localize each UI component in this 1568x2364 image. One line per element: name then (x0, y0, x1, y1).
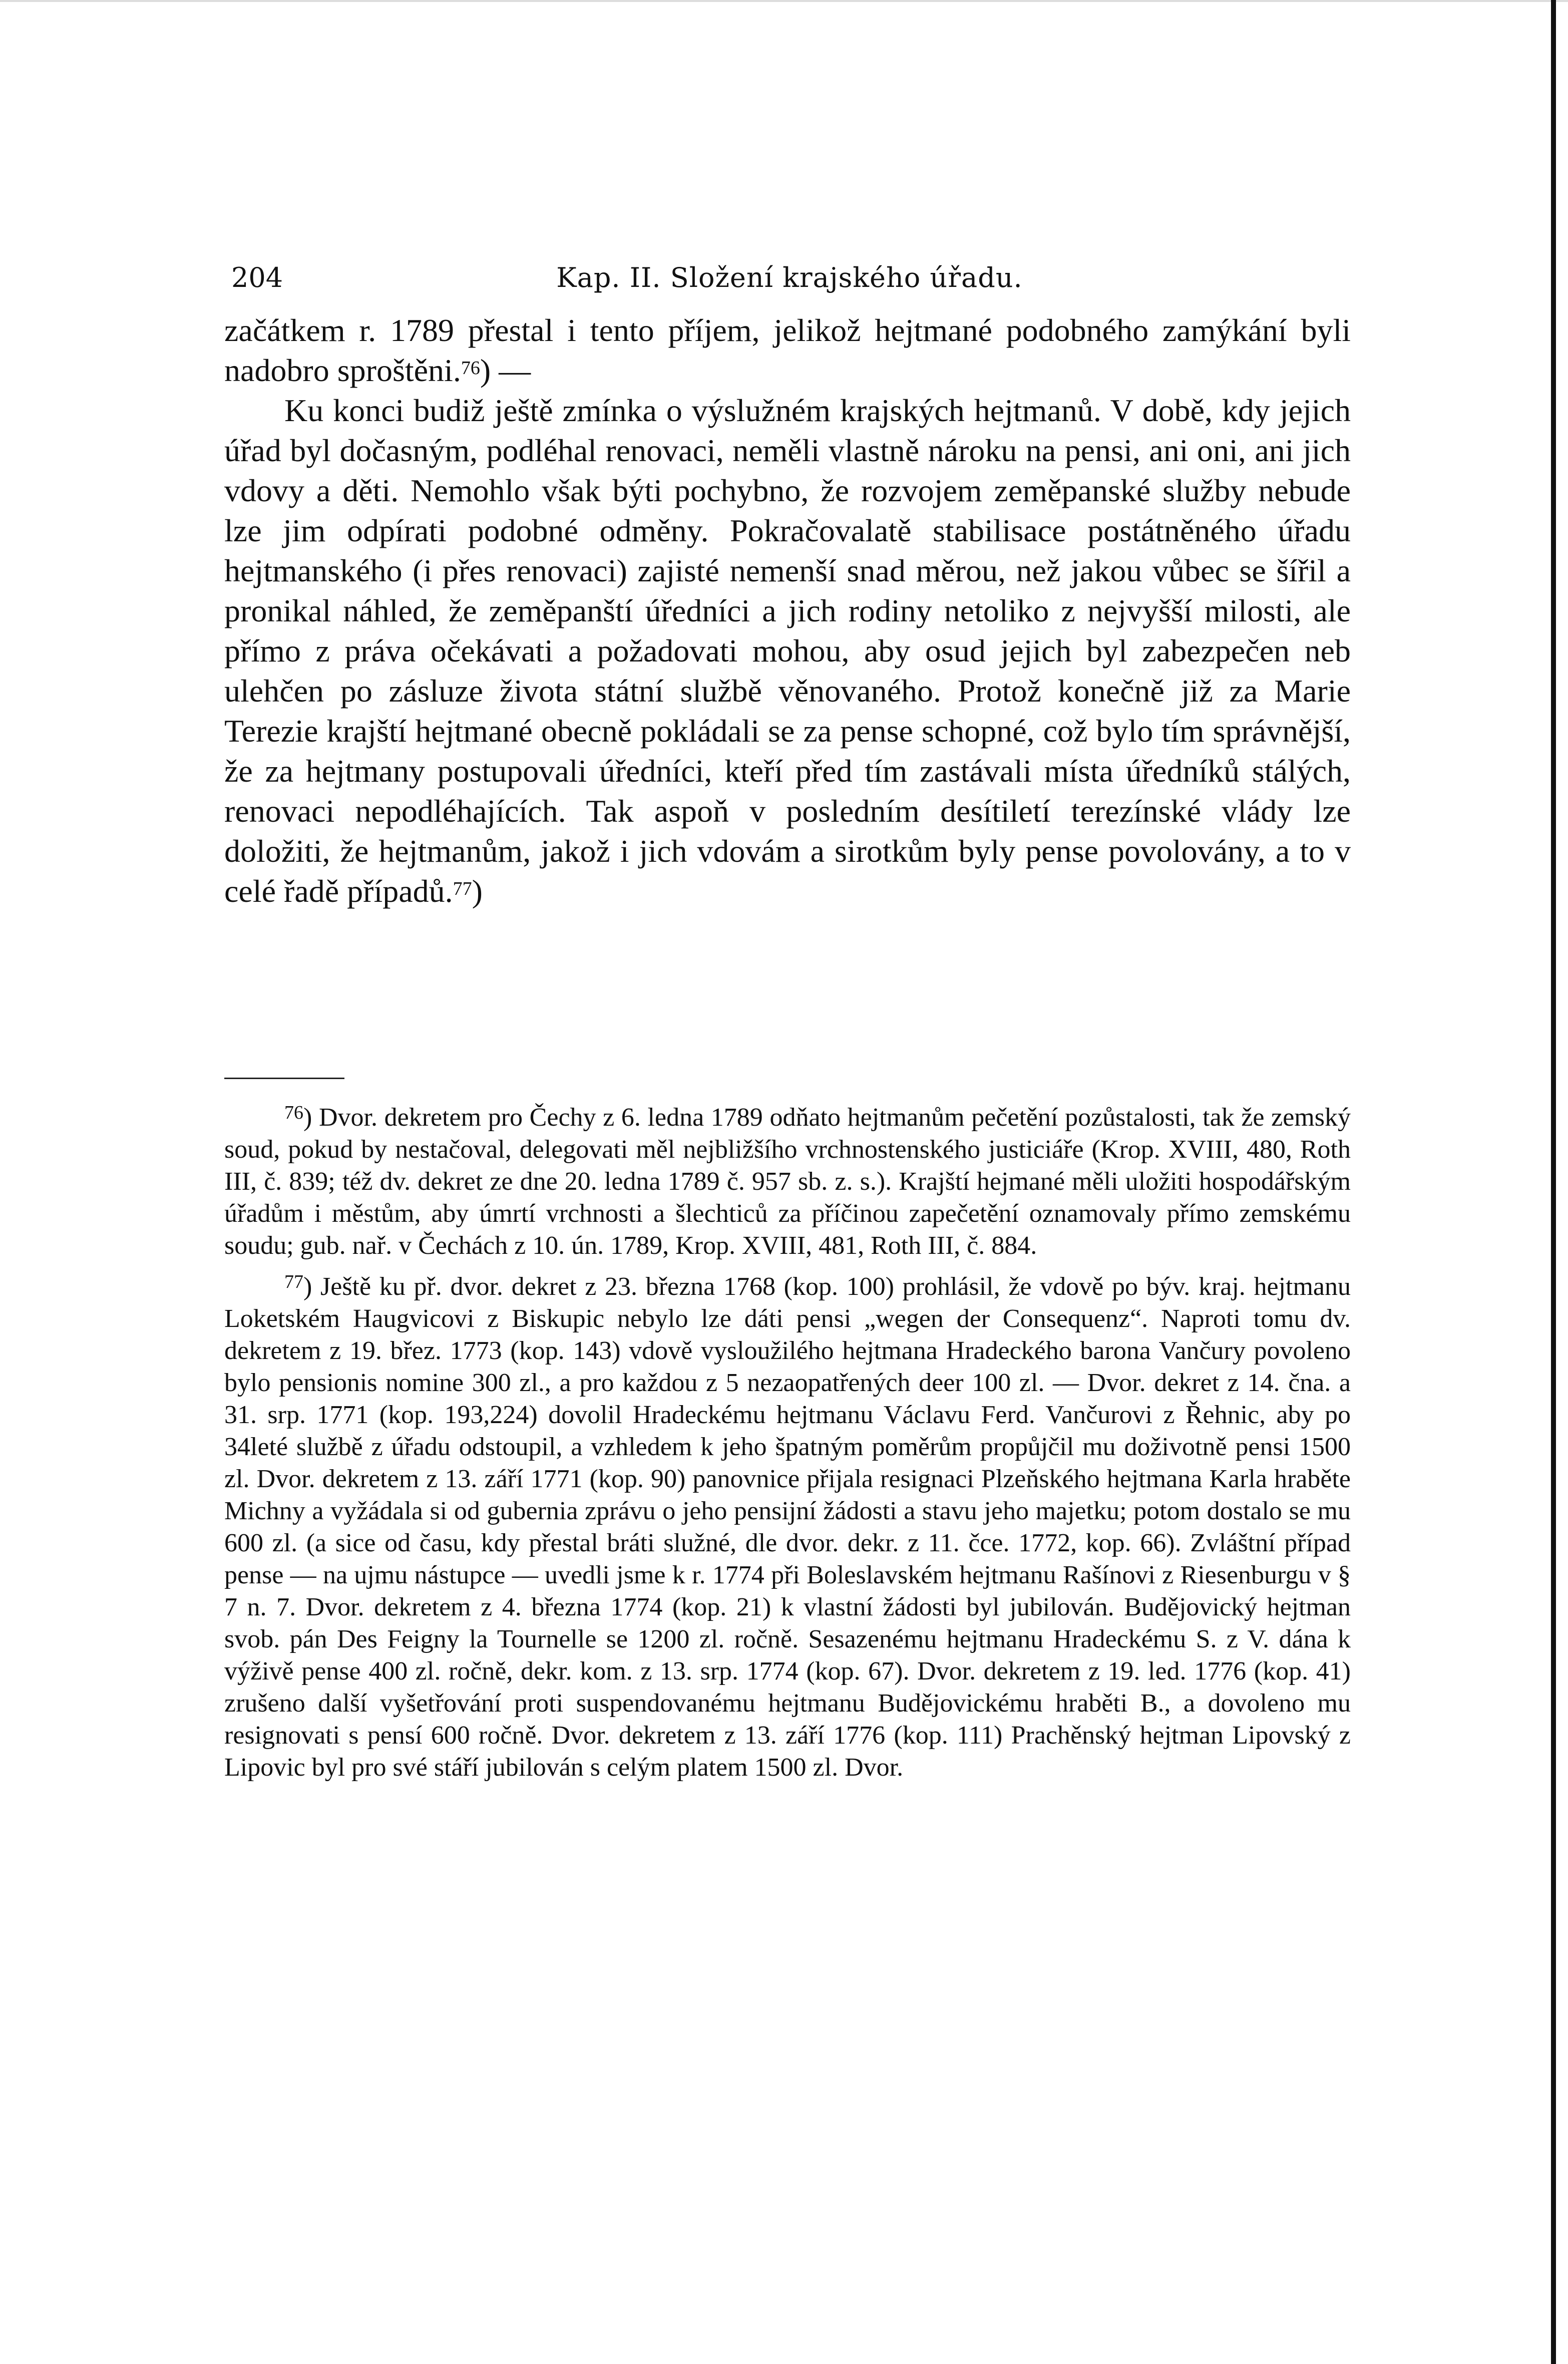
paragraph-2-tail: ) (472, 873, 483, 909)
footnote-ref-77: 77 (453, 878, 472, 899)
footnote-76 (224, 1102, 1351, 1262)
paragraph-2-text: Ku konci budiž ještě zmínka o výslužném krajských hejtmanů. V době, kdy jejich úřad byl dočasným, podléhal renovaci, neměli vlastně nároku na pensi, ani oni, ani jich vdovy a děti. Nemohlo však býti pochybno, že rozvojem zeměpanské služby nebude lze jim odpírati podobné odměny. Pokračovalatě stabilisace postátněného úřadu hejtmanského (i přes renovaci) zajisté nemenší snad měrou, než jakou vůbec se šířil a pronikal náhled, že zeměpanští úředníci a jich rodiny netoliko z nejvyšší milosti, ale přímo z práva očekávati a požadovati mohou, aby osud jejich byl zabezpečen neb ulehčen po zásluze života státní službě věnovaného. Protož konečně již za Marie Terezie krajští hejtmané obecně pokládali se za pense schopné, což bylo tím správnější, že za hejtmany postupovali úředníci, kteří před tím zastávali místa úředníků stálých, renovaci nepodléhajících. Tak aspoň v posledním desítiletí terezínské vlády lze doložiti, že hejtmanům, jakož i jich vdovám a sirotkům byly pense povolovány, a to v celé řadě případů. (224, 393, 1351, 909)
page-top-edge (0, 0, 1568, 2)
page-binding-edge (1551, 0, 1556, 2364)
page-header (231, 258, 1348, 298)
footnote-mark: 76 (284, 1102, 303, 1123)
footnote-ref-76: 76 (461, 358, 480, 379)
main-text (224, 310, 1351, 911)
footnote-77 (224, 1271, 1351, 1784)
page-number: 204 (231, 262, 283, 293)
paragraph-1 (224, 310, 1351, 391)
footnote-separator (224, 1078, 344, 1079)
paragraph-1-text: začátkem r. 1789 přestal i tento příjem, jelikož hejtmané podobného zamýkání byli nadobro sproštěni. (224, 312, 1351, 388)
paragraph-1-tail: ) — (480, 353, 531, 388)
running-head: Kap. II. Složení krajského úřadu. (556, 262, 1023, 293)
footnote-text: ) Ještě ku př. dvor. dekret z 23. března 1768 (kop. 100) prohlásil, že vdově po býv. kraj. hejtmanu Loketském Haugvicovi z Biskupic nebylo lze dáti pensi „wegen der Consequenz“. Naproti tomu dv. dekretem z 19. břez. 1773 (kop. 143) vdově vysloužilého hejtmana Hradeckého barona Vančury povoleno bylo pensionis nomine 300 zl., a pro každou z 5 nezaopatřených deer 100 zl. — Dvor. dekret z 14. čna. a 31. srp. 1771 (kop. 193,224) dovolil Hradeckému hejtmanu Václavu Ferd. Vančurovi z Řehnic, aby po 34leté službě z úřadu odstoupil, a vzhledem k jeho špatným poměrům propůjčil mu doživotně pensi 1500 zl. Dvor. dekretem z 13. září 1771 (kop. 90) panovnice přijala resignaci Plzeňského hejtmana Karla hraběte Michny a vyžádala si od gubernia zprávu o jeho pensijní žádosti a stavu jeho majetku; potom dostalo se mu 600 zl. (a sice od času, kdy přestal bráti služné, dle dvor. dekr. z 11. čce. 1772, kop. 66). Zvláštní případ pense — na ujmu nástupce — uvedli jsme k r. 1774 při Boleslavském hejtmanu Rašínovi z Riesenburgu v § 7 n. 7. Dvor. dekretem z 4. března 1774 (kop. 21) k vlastní žádosti byl jubilován. Budějovický hejtman svob. pán Des Feigny la Tournelle se 1200 zl. ročně. Sesazenému hejtmanu Hradeckému S. z V. dána k výživě pense 400 zl. ročně, dekr. kom. z 13. srp. 1774 (kop. 67). Dvor. dekretem z 19. led. 1776 (kop. 41) zrušeno další vyšetřování proti suspendovanému hejtmanu Budějovickému hraběti B., a dovoleno mu resignovati s pensí 600 ročně. Dvor. dekretem z 13. září 1776 (kop. 111) Prachěnský hejtman Lipovský z Lipovic byl pro své stáří jubilován s celým platem 1500 zl. Dvor. (224, 1272, 1351, 1782)
footnote-text: ) Dvor. dekretem pro Čechy z 6. ledna 1789 odňato hejtmanům pečetění pozůstalosti, tak že zemský soud, pokud by nestačoval, delegovati měl nejbližšího vrchnostenského justiciáře (Krop. XVIII, 480, Roth III, č. 839; též dv. dekret ze dne 20. ledna 1789 č. 957 sb. z. s.). Krajští hejmané měli uložiti hospodářským úřadům i městům, aby úmrtí vrchnosti a šlechticů za příčinou zapečetění oznamovaly přímo zemskému soudu; gub. nař. v Čechách z 10. ún. 1789, Krop. XVIII, 481, Roth III, č. 884. (224, 1103, 1351, 1260)
footnote-mark: 77 (284, 1271, 303, 1292)
footnotes (224, 1102, 1351, 1793)
paragraph-2 (224, 391, 1351, 911)
